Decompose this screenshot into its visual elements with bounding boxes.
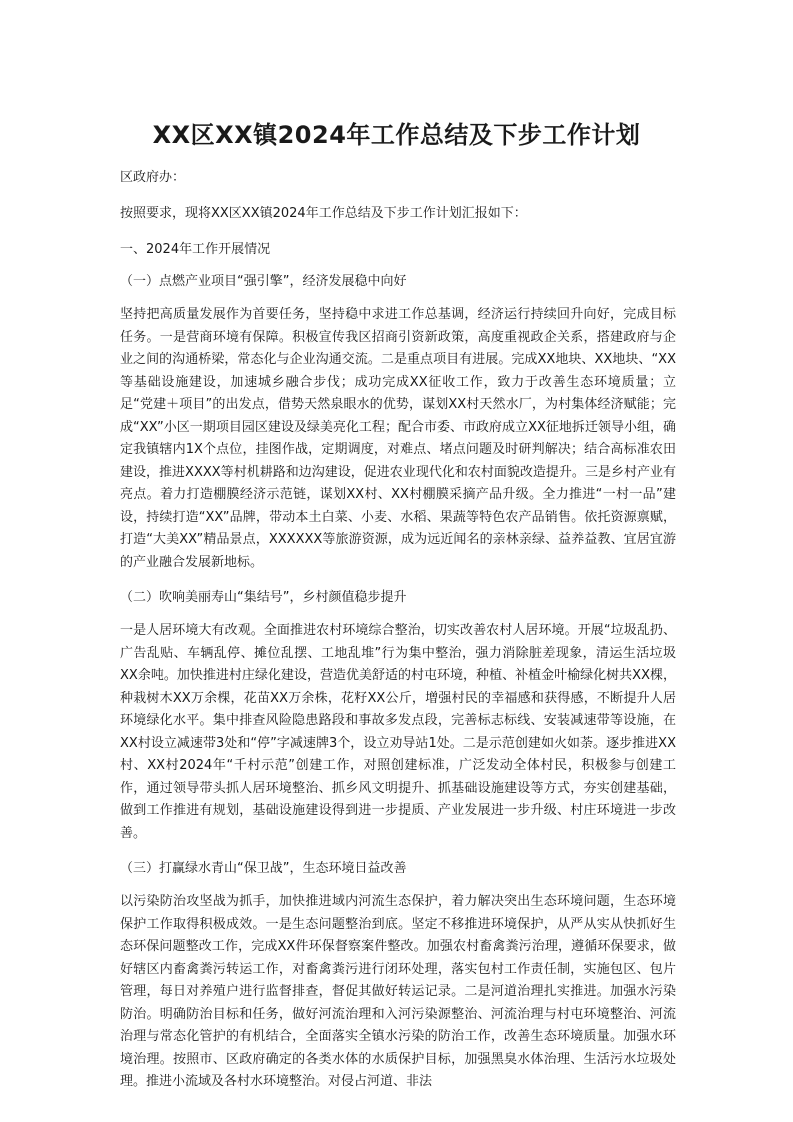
section-heading-1: 一、2024年工作开展情况	[120, 242, 271, 257]
subsection-heading-3: （三）打赢绿水青山“保卫战”，生态环境日益改善	[120, 861, 407, 876]
salutation: 区政府办：	[120, 170, 186, 185]
document-body	[120, 168, 676, 1108]
document-title: XX区XX镇2024年工作总结及下步工作计划	[152, 121, 641, 149]
subsection-heading-2: （二）吹响美丽寿山“集结号”，乡村颜值稳步提升	[120, 590, 407, 605]
subsection-heading-1: （一）点燃产业项目“强引擎”，经济发展稳中向好	[120, 274, 407, 289]
subsection-body-2: 一是人居环境大有改观。全面推进农村环境综合整治，切实改善农村人居环境。开展“垃圾乱扔、广告乱贴、车辆乱停、摊位乱摆、工地乱堆”行为集中整治，强力消除脏差现象，清运生活垃圾XX余吨。加快推进村庄绿化建设，营造优美舒适的村屯环境，种植、补植金叶榆绿化树共XX棵，种栽树木XX万余棵，花苗XX万余株，花籽XX公斤，增强村民的幸福感和获得感，不断提升人居环境绿化水平。集中排查风险隐患路段和事故多发点段，完善标志标线、安装减速带等设施，在XX村设立减速带3处和“停”字减速牌3个，设立劝导站1处。二是示范创建如火如荼。逐步推进XX村、XX村2024年“千村示范”创建工作，对照创建标准，广泛发动全体村民，积极参与创建工作，通过领导带头抓人居环境整治、抓乡风文明提升、抓基础设施建设等方式，夯实创建基础，做到工作推进有规划，基础设施建设得到进一步提质、产业发展进一步升级、村庄环境进一步改善。	[120, 623, 676, 841]
subsection-body-1: 坚持把高质量发展作为首要任务，坚持稳中求进工作总基调，经济运行持续回升向好，完成目标任务。一是营商环境有保障。积极宣传我区招商引资新政策，高度重视政企关系，搭建政府与企业之间的沟通桥梁，常态化与企业沟通交流。二是重点项目有进展。完成XX地块、XX地块、“XX等基础设施建设，加速城乡融合步伐；成功完成XX征收工作，致力于改善生态环境质量；立足“党建＋项目”的出发点，借势天然泉眼水的优势，谋划XX村天然水厂，为村集体经济赋能；完成“XX”小区一期项目园区建设及绿美亮化工程；配合市委、市政府成立XX征地拆迁领导小组，确定我镇辖内1X个点位，挂图作战，定期调度，对难点、堵点问题及时研判解决；结合高标准农田建设，推进XXXX等村机耕路和边沟建设，促进农业现代化和农村面貌改造提升。三是乡村产业有亮点。着力打造棚膜经济示范链，谋划XX村、XX村棚膜采摘产品升级。全力推进“一村一品”建设，持续打造“XX”品牌，带动本土白菜、小麦、水稻、果蔬等特色农产品销售。依托资源禀赋，打造“大美XX”精品景点，XXXXXX等旅游资源，成为远近闻名的亲林亲绿、益养益教、宜居宜游的产业融合发展新地标。	[120, 307, 676, 570]
intro-paragraph: 按照要求，现将XX区XX镇2024年工作总结及下步工作计划汇报如下：	[120, 206, 527, 221]
subsection-body-3: 以污染防治攻坚战为抓手，加快推进域内河流生态保护，着力解决突出生态环境问题，生态环境保护工作取得积极成效。一是生态问题整治到底。坚定不移推进环境保护，从严从实从快抓好生态环保问题整改工作，完成XX件环保督察案件整改。加强农村畜禽粪污治理，遵循环保要求，做好辖区内畜禽粪污转运工作，对畜禽粪污进行闭环处理，落实包村工作责任制，实施包区、包片管理，每日对养殖户进行监督排查，督促其做好转运记录。二是河道治理扎实推进。加强水污染防治。明确防治目标和任务，做好河流治理和入河污染源整治、河流治理与村屯环境整治、河流治理与常态化管护的有机结合，全面落实全镇水污染的防治工作，改善生态环境质量。加强水环境治理。按照市、区政府确定的各类水体的水质保护目标，加强黑臭水体治理、生活污水垃圾处理。推进小流域及各村水环境整治。对侵占河道、非法	[120, 894, 676, 1089]
